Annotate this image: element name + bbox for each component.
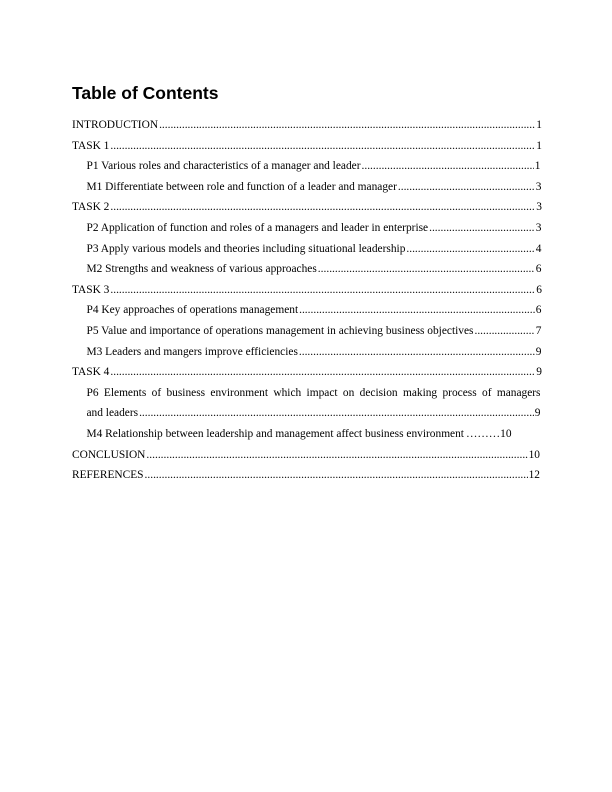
toc-entry-page: 4 [535,242,542,255]
toc-entry-label: TASK 3 [72,283,110,296]
toc-entry-page: 3 [535,221,542,234]
dot-leader [429,218,535,239]
toc-entry-page: 1 [536,119,542,131]
toc-entry-p1[interactable] [72,156,541,177]
toc-entry-label: P1 Various roles and characteristics of a manager and leader [86,160,361,173]
toc-entry-label: P4 Key approaches of operations management [86,304,299,317]
toc-entry-task-3[interactable] [72,280,542,301]
toc-entry-label: P5 Value and importance of operations management in achieving business objectives [86,324,474,337]
toc-entry-page: 6 [535,263,542,276]
toc-entry-task-1[interactable] [72,136,542,157]
dot-leader [299,342,535,363]
ellipsis-leader: ……… [465,427,501,440]
toc-entry-label-line-2: and leaders [86,407,139,420]
table-of-contents [72,115,542,486]
toc-entry-label: M3 Leaders and mangers improve efficiencies [86,345,298,358]
toc-entry-label: INTRODUCTION [72,119,159,131]
toc-entry-label: M2 Strengths and weakness of various approaches [86,263,317,276]
toc-entry-page: 9 [535,345,542,358]
toc-entry-label: P2 Application of function and roles of a managers and leader in enterprise [86,221,429,234]
toc-entry-introduction[interactable] [72,115,542,136]
toc-entry-p2[interactable] [72,218,542,239]
toc-entry-label: TASK 1 [72,139,110,152]
dot-leader [398,177,535,198]
toc-entry-page: 12 [528,469,540,482]
dot-leader [139,403,534,424]
toc-entry-task-4[interactable] [72,362,542,383]
toc-entry-m4[interactable] [72,424,542,445]
toc-entry-m2[interactable] [72,259,542,280]
toc-entry-label-line-1: P6 Elements of business environment which impact on decision making process of managers [86,386,541,399]
dot-leader [110,362,535,383]
dot-leader [146,445,527,466]
toc-entry-p6[interactable] [72,383,542,424]
toc-entry-m1[interactable] [72,177,542,198]
toc-entry-label: CONCLUSION [72,448,146,461]
dot-leader [474,321,534,342]
toc-entry-label: TASK 4 [72,366,110,379]
toc-title: Table of Contents [72,83,219,103]
toc-entry-p5[interactable] [72,321,542,342]
dot-leader [110,197,535,218]
toc-entry-label: M4 Relationship between leadership and management affect business environment [86,427,464,440]
dot-leader [318,259,535,280]
toc-entry-m3[interactable] [72,342,542,363]
toc-entry-page: 3 [536,201,542,214]
toc-entry-p4[interactable] [72,300,542,321]
toc-entry-label: M1 Differentiate between role and function of a leader and manager [86,180,397,193]
toc-entry-page: 1 [534,160,541,173]
toc-entry-references[interactable] [72,465,540,486]
toc-entry-page: 6 [535,304,542,317]
toc-entry-conclusion[interactable] [72,445,540,466]
toc-entry-page: 6 [536,283,542,296]
toc-entry-p3[interactable] [72,239,542,260]
toc-entry-page: 9 [534,407,541,420]
toc-entry-page: 3 [535,180,542,193]
toc-entry-task-2[interactable] [72,197,542,218]
toc-entry-label: REFERENCES [72,469,144,482]
toc-entry-label: TASK 2 [72,201,110,214]
toc-entry-page: 10 [500,427,512,440]
toc-entry-second-line [87,403,541,424]
dot-leader [159,115,535,136]
toc-entry-label: P3 Apply various models and theories including situational leadership [86,242,406,255]
dot-leader [145,465,528,486]
dot-leader [406,239,534,260]
toc-entry-page: 9 [536,366,542,379]
dot-leader [299,300,535,321]
toc-entry-page: 7 [535,324,542,337]
toc-entry-page: 10 [528,448,540,461]
dot-leader [362,156,534,177]
toc-entry-page: 1 [536,139,542,152]
dot-leader [110,280,535,301]
dot-leader [110,136,535,157]
